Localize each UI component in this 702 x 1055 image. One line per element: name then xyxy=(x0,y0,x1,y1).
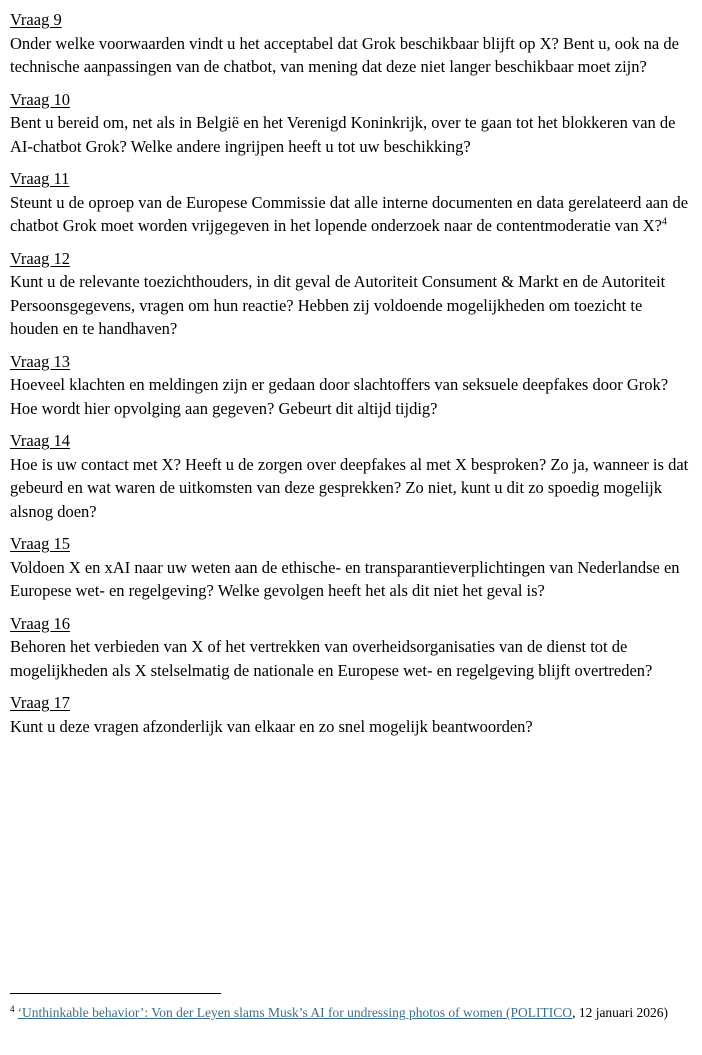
question-10 xyxy=(10,88,694,159)
footnote-link[interactable]: ‘Unthinkable behavior’: Von der Leyen slams Musk’s AI for undressing photos of women (POLITICO xyxy=(17,1005,573,1020)
question-text: Kunt u de relevante toezichthouders, in dit geval de Autoriteit Consument & Markt en de Autoriteit Persoonsgegevens, vragen om hun reactie? Hebben zij voldoende mogelijkheden om toezicht te houden en te handhaven? xyxy=(10,272,666,338)
question-title: Vraag 12 xyxy=(10,248,70,268)
question-title: Vraag 13 xyxy=(10,351,70,371)
questions-list xyxy=(10,8,694,747)
question-12 xyxy=(10,247,694,341)
question-text xyxy=(10,191,694,238)
question-text: Voldoen X en xAI naar uw weten aan de ethische- en transparantieverplichtingen van Nederlandse en Europese wet- en regelgeving? Welke gevolgen heeft het als dit niet het geval is? xyxy=(10,557,680,600)
footnote-divider xyxy=(10,993,221,994)
question-11 xyxy=(10,167,694,238)
question-13 xyxy=(10,350,694,421)
footnote-reference[interactable]: 4 xyxy=(661,216,667,228)
question-title: Vraag 17 xyxy=(10,693,70,712)
question-text: Bent u bereid om, net als in België en het Verenigd Koninkrijk, over te gaan tot het blokkeren van de AI-chatbot Grok? Welke andere ingrijpen heeft u tot uw beschikking? xyxy=(10,113,676,156)
question-title: Vraag 14 xyxy=(10,431,70,450)
question-title: Vraag 9 xyxy=(10,10,62,29)
question-16 xyxy=(10,612,694,683)
question-text: Hoeveel klachten en meldingen zijn er gedaan door slachtoffers van seksuele deepfakes door Grok? Hoe wordt hier opvolging aan gegeven? Gebeurt dit altijd tijdig? xyxy=(10,375,669,418)
question-text: Onder welke voorwaarden vindt u het acceptabel dat Grok beschikbaar blijft op X? Bent u, ook na de technische aanpassingen van de chatbot, van mening dat deze niet langer beschikbaar moet zijn? xyxy=(10,33,679,76)
question-14 xyxy=(10,429,694,523)
question-text: Hoe is uw contact met X? Heeft u de zorgen over deepfakes al met X besproken? Zo ja, wanneer is dat gebeurd en wat waren de uitkomsten van deze gesprekken? Zo niet, kunt u dit zo spoedig mogelijk alsnog doen? xyxy=(10,454,689,521)
question-9 xyxy=(10,8,694,79)
question-title: Vraag 16 xyxy=(10,613,70,633)
question-text-body: Steunt u de oproep van de Europese Commissie dat alle interne documenten en data gerelateerd aan de chatbot Grok moet worden vrijgegeven in het lopende onderzoek naar de contentmoderatie van X? xyxy=(10,192,689,235)
question-title: Vraag 10 xyxy=(10,89,70,109)
footnote xyxy=(10,1004,690,1022)
footnote-rest: , 12 januari 2026) xyxy=(572,1005,669,1020)
question-text: Behoren het verbieden van X of het vertrekken van overheidsorganisaties van de dienst tot de mogelijkheden als X stelselmatig de nationale en Europese wet- en regelgeving blijft overtreden? xyxy=(10,637,653,680)
question-title: Vraag 15 xyxy=(10,534,70,553)
question-text: Kunt u deze vragen afzonderlijk van elkaar en zo snel mogelijk beantwoorden? xyxy=(10,716,533,736)
question-15 xyxy=(10,532,694,603)
question-17 xyxy=(10,691,694,738)
footnote-number: 4 xyxy=(10,1003,15,1014)
question-title: Vraag 11 xyxy=(10,169,70,188)
